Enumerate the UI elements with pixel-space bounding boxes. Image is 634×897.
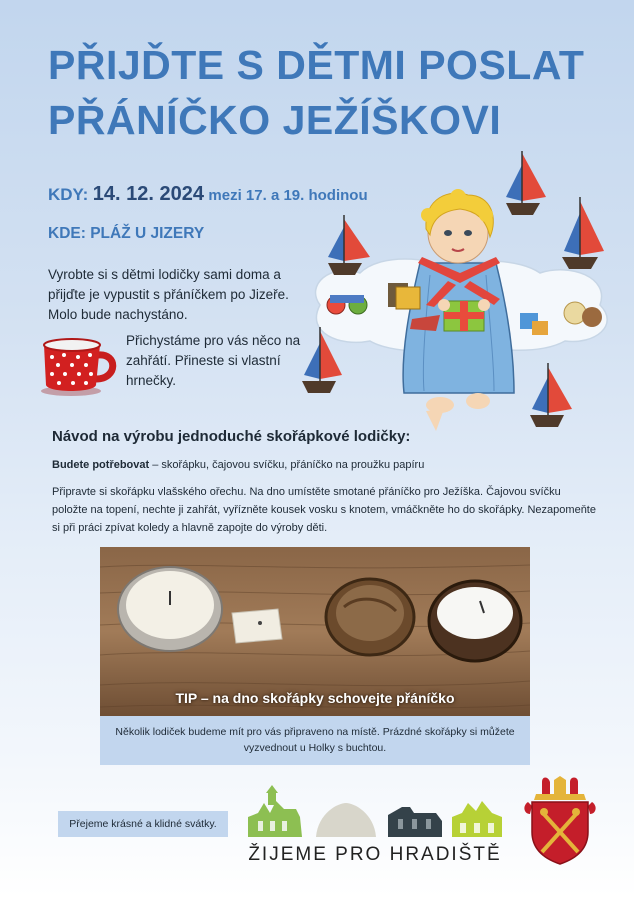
event-time: mezi 17. a 19. hodinou	[208, 187, 368, 204]
supplies-text: – skořápku, čajovou svíčku, přáníčko na proužku papíru	[149, 459, 425, 471]
intro-text: Vyrobte si s dětmi lodičky sami doma a přijďte je vypustit s přáníčkem po Jizeře. Molo bude nachystáno.	[48, 267, 289, 322]
sailboat-icon	[328, 215, 370, 275]
sailboat-icon	[530, 363, 572, 427]
where-label: KDE:	[48, 225, 86, 242]
warm-drink-note: Přichystáme pro vás něco na zahřátí. Přineste si vlastní hrnečky.	[126, 333, 301, 388]
sailboat-icon	[506, 151, 546, 215]
dome-icon	[316, 803, 376, 837]
guide-title: Návod na výrobu jednoduché skořápkové lodičky:	[52, 428, 411, 445]
dark-building-icon	[388, 807, 442, 837]
supplies-label: Budete potřebovat	[52, 459, 150, 471]
when-label: KDY:	[48, 185, 89, 204]
event-date: 14. 12. 2024	[92, 183, 204, 205]
title-line-1: PŘIJĎTE S DĚTMI POSLAT	[48, 42, 585, 88]
event-place: PLÁŽ U JIZERY	[90, 225, 205, 242]
page-title	[48, 38, 608, 148]
instructions-text: Připravte si skořápku vlašského ořechu. Na dno umístěte smotané přáníčko pro Ježíška. Čajovou svíčku položte na topení, nechte ji zahřát, vyřízněte kousek vosku s knotem, vmáčkněte ho do skořápky. Nezapomeňte si při práci zpívat koledy a hlavně zapojte do výroby děti.	[52, 486, 596, 534]
event-where	[48, 225, 204, 243]
photo-caption: Několik lodiček budeme mít pro vás připraveno na místě. Prázdné skořápky si můžete vyzvednout u Holky s buchtou.	[100, 716, 530, 765]
town-building-icon	[248, 785, 302, 837]
sailboat-icon	[562, 197, 604, 269]
holiday-wish: Přejeme krásné a klidné svátky.	[58, 811, 228, 837]
title-line-2: PŘÁNÍČKO JEŽÍŠKOVI	[48, 97, 502, 143]
photo-tip: TIP – na dno skořápky schovejte přáníčko	[175, 690, 455, 706]
child-with-boats-illustration	[300, 145, 625, 435]
red-mug-icon	[38, 333, 118, 397]
logo-text: ŽIJEME PRO HRADIŠTĚ	[248, 844, 502, 865]
diocese-coat-of-arms-icon	[520, 776, 600, 866]
supplies-line	[52, 459, 424, 471]
arcade-building-icon	[452, 801, 502, 837]
